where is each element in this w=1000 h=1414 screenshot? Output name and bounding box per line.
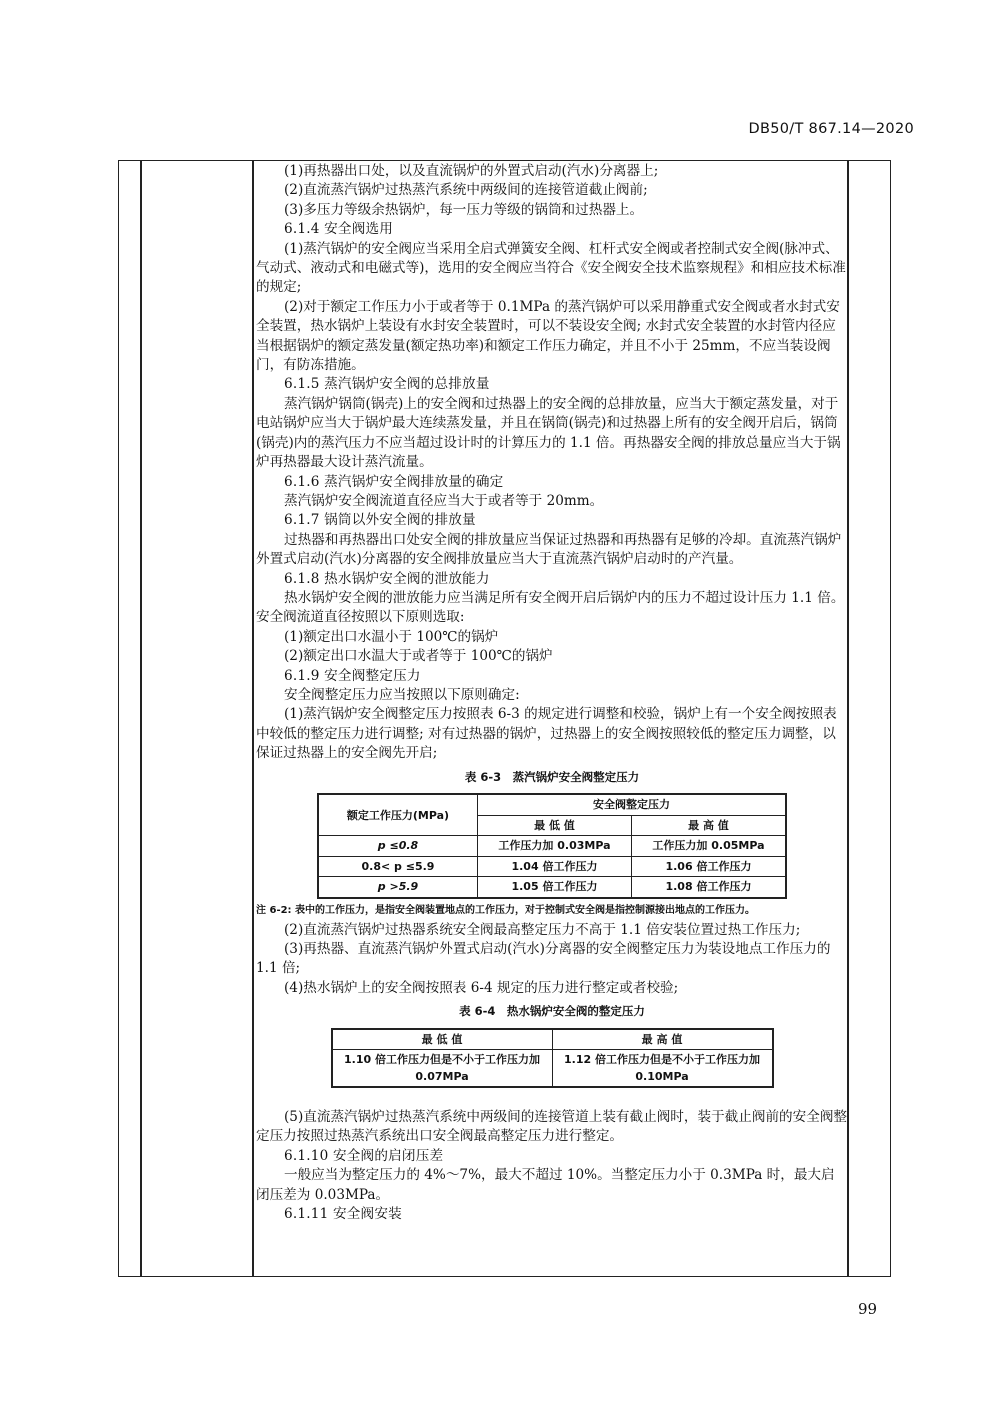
paragraph: (4)热水锅炉上的安全阀按照表 6-4 规定的压力进行整定或者校验; — [284, 979, 679, 996]
header-max: 最 高 值 — [552, 1029, 773, 1050]
column-divider — [140, 160, 142, 1277]
paragraph: 过热器和再热器出口处安全阀的排放量应当保证过热器和再热器有足够的冷却。直流蒸汽锅炉外置式启动(汽水)分离器的安全阀排放量应当大于直流蒸汽锅炉启动时的产汽量。 — [256, 531, 842, 568]
table-6-4 — [331, 1028, 774, 1088]
paragraph: (2)直流蒸汽锅炉过热器系统安全阀最高整定压力不高于 1.1 倍安装位置过热工作压力; — [284, 921, 801, 938]
page-number: 99 — [858, 1300, 878, 1318]
column-divider — [252, 160, 254, 1277]
min-cell: 1.05 倍工作压力 — [478, 877, 632, 898]
table-row — [318, 836, 786, 856]
table-6-3-caption: 表 6-3 蒸汽锅炉安全阀整定压力 — [464, 769, 640, 784]
paragraph: (3)多压力等级余热锅炉，每一压力等级的锅筒和过热器上。 — [284, 201, 644, 218]
header-max: 最 高 值 — [631, 816, 786, 836]
min-cell: 1.10 倍工作压力但是不小于工作压力加 0.07MPa — [332, 1050, 553, 1088]
max-cell: 1.06 倍工作压力 — [631, 856, 786, 876]
paragraph: (3)再热器、直流蒸汽锅炉外置式启动(汽水)分离器的安全阀整定压力为装设地点工作压力的 1.1 倍; — [256, 941, 831, 977]
max-cell: 1.08 倍工作压力 — [631, 877, 786, 898]
paragraph: (5)直流蒸汽锅炉过热蒸汽系统中两级间的连接管道上装有截止阀时，装于截止阀前的安全阀整定压力按照过热蒸汽系统出口安全阀最高整定压力进行整定。 — [256, 1109, 848, 1145]
document-code: DB50/T 867.14—2020 — [748, 121, 914, 137]
range-cell: 0.8< p ≤5.9 — [318, 856, 478, 876]
max-cell: 工作压力加 0.05MPa — [631, 836, 786, 856]
section-heading: 6.1.9 安全阀整定压力 — [284, 667, 421, 684]
range-cell: p ≤0.8 — [318, 836, 478, 856]
max-cell: 1.12 倍工作压力但是不小于工作压力加 0.10MPa — [552, 1050, 773, 1088]
main-content-cell — [256, 162, 848, 1225]
header-rated-pressure: 额定工作压力(MPa) — [318, 794, 478, 836]
paragraph: 一般应当为整定压力的 4%～7%，最大不超过 10%。当整定压力小于 0.3MPa 时，最大启闭压差为 0.03MPa。 — [256, 1167, 835, 1203]
section-heading: 6.1.5 蒸汽锅炉安全阀的总排放量 — [284, 376, 490, 393]
paragraph: (2)额定出口水温大于或者等于 100℃的锅炉 — [284, 648, 553, 665]
paragraph: (1)额定出口水温小于 100℃的锅炉 — [284, 628, 499, 645]
min-cell: 1.04 倍工作压力 — [478, 856, 632, 876]
min-cell: 工作压力加 0.03MPa — [478, 836, 632, 856]
paragraph: 安全阀整定压力应当按照以下原则确定: — [284, 686, 520, 703]
table-row — [318, 856, 786, 876]
paragraph: (1)再热器出口处，以及直流锅炉的外置式启动(汽水)分离器上; — [284, 163, 659, 179]
paragraph: 蒸汽锅炉锅筒(锅壳)上的安全阀和过热器上的安全阀的总排放量，应当大于额定蒸发量，对于电站锅炉应当大于锅炉最大连续蒸发量，并且在锅筒(锅壳)和过热器上所有的安全阀开启后，锅筒(锅壳)内的蒸汽压力不应当超过设计时的计算压力的 1.1 倍。再热器安全阀的排放总量应当大于锅炉再热器最大设计蒸汽流量。 — [256, 395, 841, 471]
table-row — [332, 1050, 773, 1088]
range-cell: p >5.9 — [318, 877, 478, 898]
paragraph: 热水锅炉安全阀的泄放能力应当满足所有安全阀开启后锅炉内的压力不超过设计压力 1.1 倍。安全阀流道直径按照以下原则选取: — [256, 589, 845, 626]
header-min: 最 低 值 — [478, 816, 632, 836]
section-heading: 6.1.10 安全阀的启闭压差 — [284, 1147, 444, 1164]
header-min: 最 低 值 — [332, 1029, 553, 1050]
section-heading: 6.1.8 热水锅炉安全阀的泄放能力 — [284, 570, 490, 587]
table-6-3-note: 注 6-2: 表中的工作压力，是指安全阀装置地点的工作压力，对于控制式安全阀是指控制源接出地点的工作压力。 — [256, 904, 756, 916]
paragraph: (1)蒸汽锅炉的安全阀应当采用全启式弹簧安全阀、杠杆式安全阀或者控制式安全阀(脉冲式、气动式、液动式和电磁式等)，选用的安全阀应当符合《安全阀安全技术监察规程》和相应技术标准的规定; — [256, 240, 846, 296]
table-6-4-caption: 表 6-4 热水锅炉安全阀的整定压力 — [459, 1004, 645, 1019]
section-heading: 6.1.4 安全阀选用 — [284, 221, 394, 238]
paragraph: (2)直流蒸汽锅炉过热蒸汽系统中两级间的连接管道截止阀前; — [284, 182, 648, 199]
section-heading: 6.1.6 蒸汽锅炉安全阀排放量的确定 — [284, 473, 504, 490]
section-heading: 6.1.11 安全阀安装 — [284, 1206, 402, 1223]
section-heading: 6.1.7 锅筒以外安全阀的排放量 — [284, 512, 476, 529]
paragraph: (2)对于额定工作压力小于或者等于 0.1MPa 的蒸汽锅炉可以采用静重式安全阀或者水封式安全装置，热水锅炉上装设有水封安全装置时，可以不装设安全阀; 水封式安全装置的水封管内径应当根据锅炉的额定蒸发量(额定热功率)和额定工作压力确定，并且不小于 25mm，不应当装设阀门，有防冻措施。 — [256, 298, 840, 374]
table-6-3 — [317, 793, 787, 899]
paragraph: (1)蒸汽锅炉安全阀整定压力按照表 6-3 的规定进行调整和校验，锅炉上有一个安全阀按照表中较低的整定压力进行调整; 对有过热器的锅炉，过热器上的安全阀按照较低的整定压力调整，以保证过热器上的安全阀先开启; — [256, 706, 837, 762]
table-row — [318, 877, 786, 898]
paragraph: 蒸汽锅炉安全阀流道直径应当大于或者等于 20mm。 — [284, 492, 604, 509]
header-set-pressure: 安全阀整定压力 — [478, 794, 787, 816]
